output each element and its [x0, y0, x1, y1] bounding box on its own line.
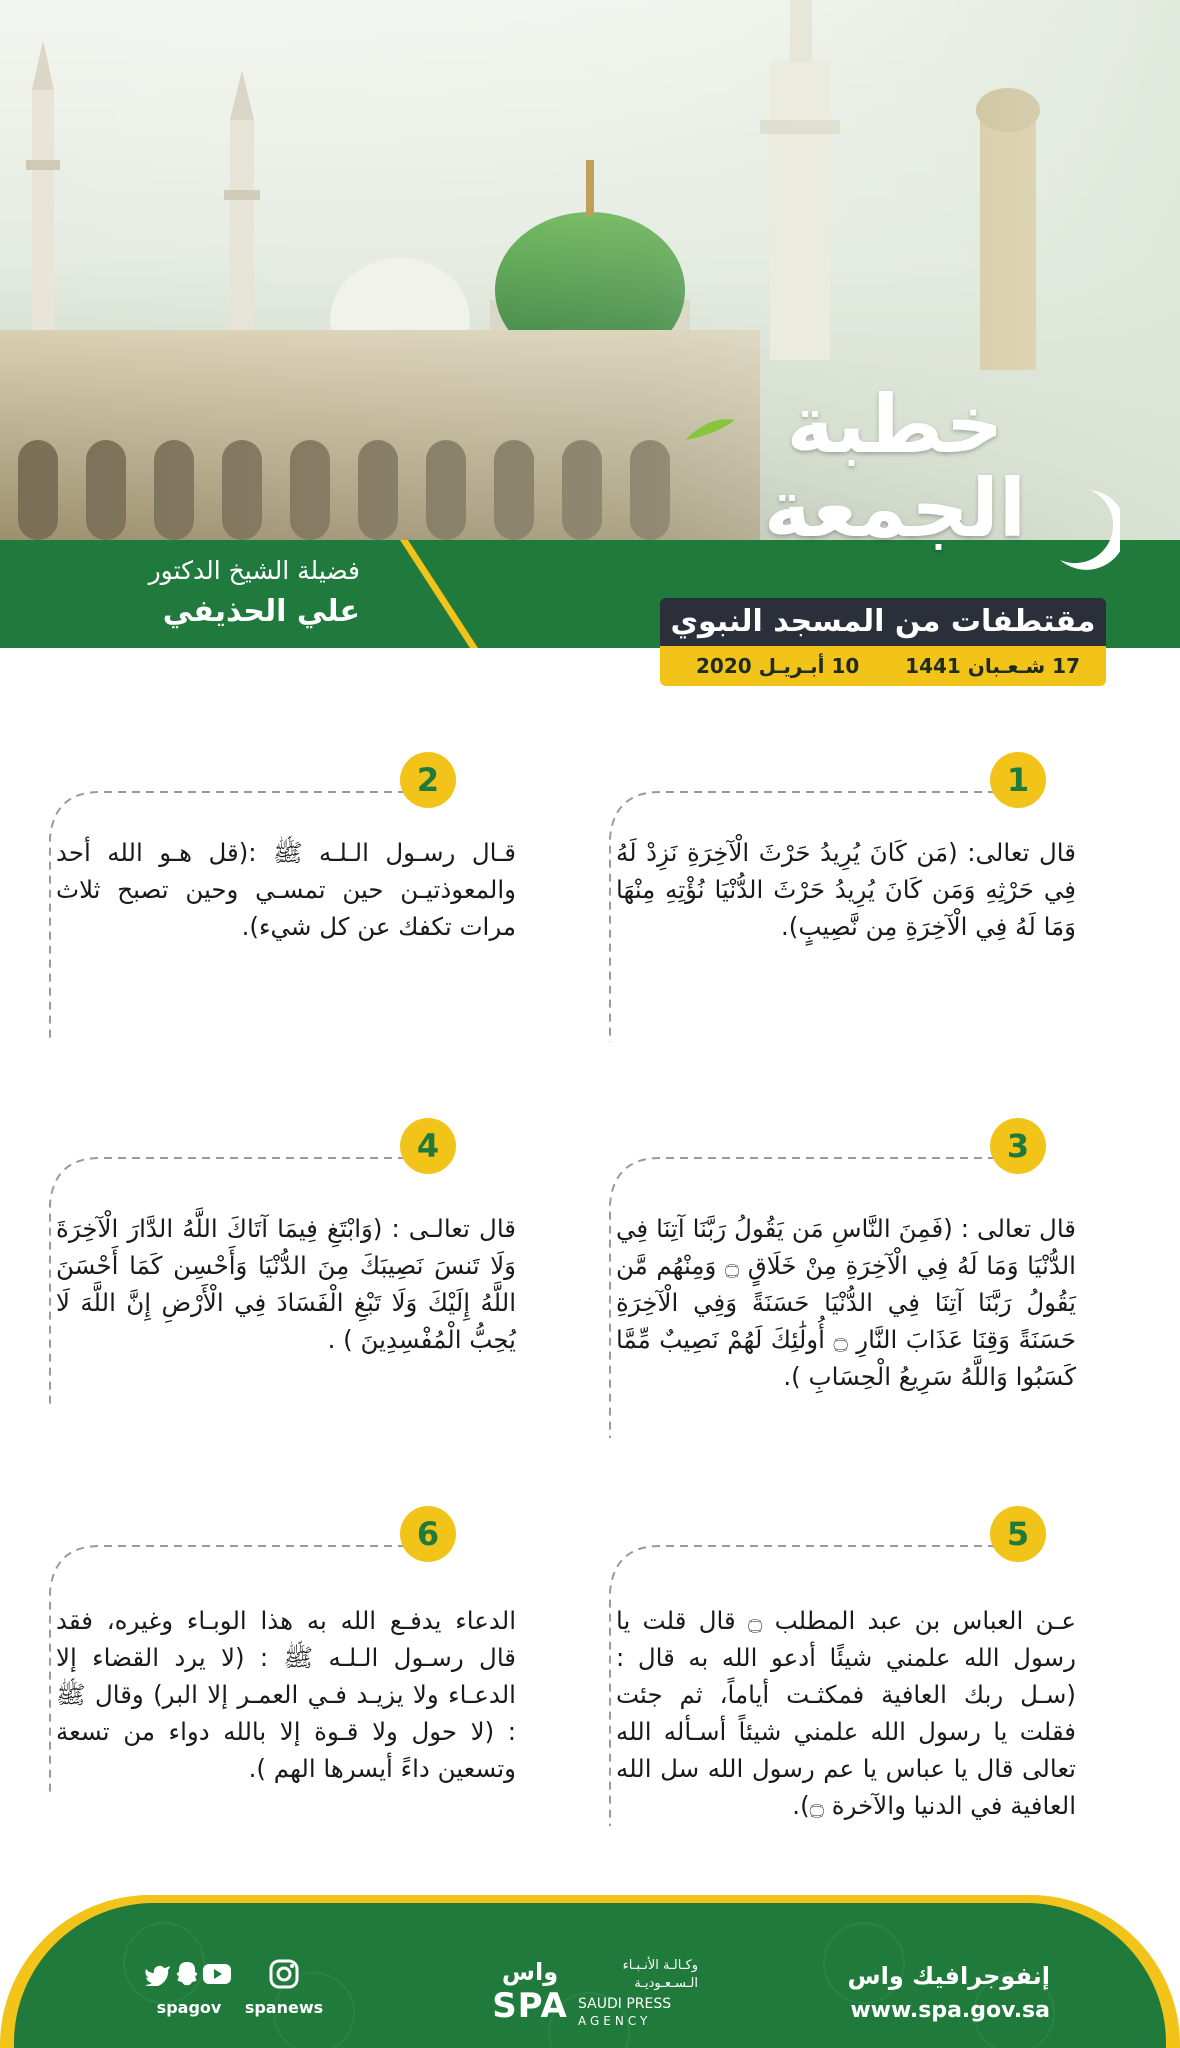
agency-name-ar-2: الـسـعـوديـة [634, 1976, 698, 1991]
subtitle-box: مقتطفات من المسجد النبوي [660, 598, 1106, 646]
card-text: عـن العباس بن عبد المطلب ۝ قال قلت يا رسول الله علمني شيئًا أدعو الله به قال : (سـل ربك العافية فمكثـت أياماً، ثم جئت فقلت يا رسول الله علمني شيئاً أسـأله الله تعالى قال يا عباس يا عم رسول الله سل الله العافية في الدنيا والآخرة ۝). [616, 1606, 1076, 1820]
card-text: قال تعالى: (مَن كَانَ يُرِيدُ حَرْثَ الْآخِرَةِ نَزِدْ لَهُ فِي حَرْثِهِ وَمَن كَانَ يُرِيدُ حَرْثَ الدُّنْيَا نُؤْتِهِ مِنْهَا وَمَا لَهُ فِي الْآخِرَةِ مِن نَّصِيبٍ). [616, 838, 1076, 941]
card-3 [600, 1118, 1100, 1448]
spa-logo-bottom: SPA [492, 1986, 568, 2026]
agency-name-en-2: AGENCY [578, 2014, 652, 2028]
card-6 [40, 1506, 540, 1806]
logo-line1: خطبة [786, 378, 1004, 471]
agency-name-en-1: SAUDI PRESS [578, 1996, 672, 2012]
sheikh-name: علي الحذيفي [162, 594, 360, 629]
card-number: 6 [400, 1506, 456, 1562]
twitter-icon[interactable] [144, 1962, 172, 1986]
card-1 [600, 752, 1100, 1052]
card-text: قال تعالـى : (وَابْتَغِ فِيمَا آتَاكَ اللَّهُ الدَّارَ الْآخِرَةَ وَلَا تَنسَ نَصِيبَكَ مِنَ الدُّنْيَا وَأَحْسِن كَمَا أَحْسَنَ اللَّهُ إِلَيْكَ وَلَا تَبْغِ الْفَسَادَ فِي الْأَرْضِ إِنَّ اللَّهَ لَا يُحِبُّ الْمُفْسِدِينَ ) . [56, 1214, 516, 1354]
card-number: 1 [990, 752, 1046, 808]
card-4 [40, 1118, 540, 1418]
instagram-icon[interactable] [268, 1958, 300, 1990]
date-box [660, 646, 1106, 686]
youtube-icon[interactable] [202, 1963, 232, 1985]
footer-brand: إنفوجرافيك واس [847, 1962, 1050, 1990]
spa-logo-top: واس [501, 1958, 559, 1986]
card-number: 4 [400, 1118, 456, 1174]
logo-line2: الجمعة [763, 462, 1027, 555]
date-hijri: 17 شـعـبان 1441 [905, 654, 1080, 678]
card-number: 2 [400, 752, 456, 808]
footer-website[interactable]: www.spa.gov.sa [850, 1998, 1050, 2023]
khutba-logo [660, 380, 1130, 580]
handle-spagov[interactable]: spagov [156, 1998, 222, 2017]
leaf-icon [680, 410, 740, 450]
agency-name-ar-1: وكـالـة الأنـبـاء [622, 1958, 698, 1973]
handle-spanews[interactable]: spanews [244, 1998, 324, 2017]
card-number: 3 [990, 1118, 1046, 1174]
card-5 [600, 1506, 1100, 1836]
snapchat-icon[interactable] [174, 1960, 200, 1988]
date-gregorian: 10 أبـريـل 2020 [696, 654, 860, 678]
card-text: قـال رسـول الـلـه ﷺ :(قل هـو الله أحد والمعوذتيـن حين تمسـي وحين تصبح ثلاث مرات تكفك عن كل شيء). [56, 838, 516, 941]
sheikh-title: فضيلة الشيخ الدكتور [148, 556, 360, 585]
card-number: 5 [990, 1506, 1046, 1562]
card-2 [40, 752, 540, 1052]
card-text: الدعاء يدفـع الله به هذا الوبـاء وغيره، فقد قال رسـول الـلـه ﷺ : (لا يرد القضاء إلا الدعـاء ولا يزيـد فـي العمـر إلا البر) وقال ﷺ : (لا حول ولا قـوة إلا بالله دواء من تسعة وتسعين داءً أيسرها الهم ). [56, 1606, 516, 1783]
crescent-icon [1050, 480, 1120, 580]
card-text: قال تعالى : (فَمِنَ النَّاسِ مَن يَقُولُ رَبَّنَا آتِنَا فِي الدُّنْيَا وَمَا لَهُ فِي الْآخِرَةِ مِنْ خَلَاقٍ ۝ وَمِنْهُم مَّن يَقُولُ رَبَّنَا آتِنَا فِي الدُّنْيَا حَسَنَةً وَفِي الْآخِرَةِ حَسَنَةً وَقِنَا عَذَابَ النَّارِ ۝ أُولَٰئِكَ لَهُمْ نَصِيبٌ مِّمَّا كَسَبُوا وَاللَّهُ سَرِيعُ الْحِسَابِ ). [616, 1214, 1076, 1391]
